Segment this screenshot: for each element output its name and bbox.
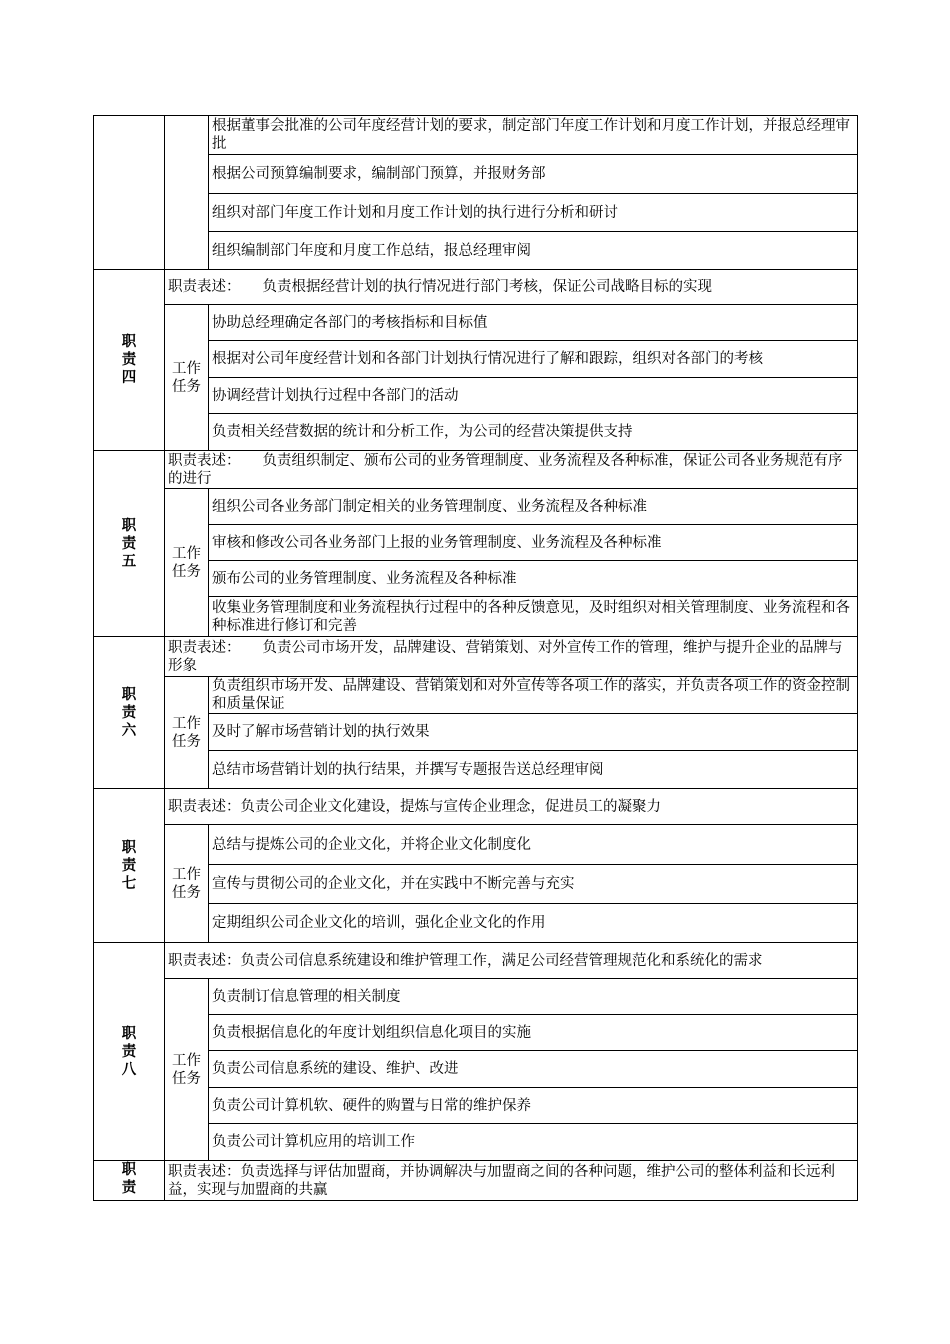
duty-description: 职责表述：负责公司企业文化建设，提炼与宣传企业理念，促进员工的凝聚力: [165, 789, 858, 825]
table-row: [94, 270, 858, 305]
table-row: [94, 489, 858, 525]
table-row: [94, 1161, 858, 1201]
task-item: 宣传与贯彻公司的企业文化，并在实践中不断完善与充实: [209, 865, 858, 904]
duty-label-6: 职 责 六: [94, 637, 165, 789]
table-row: [94, 525, 858, 561]
table-row: [94, 451, 858, 489]
table-row: [94, 305, 858, 341]
table-row: [94, 865, 858, 904]
table-row: [94, 378, 858, 414]
duty-label-4: 职 责 四: [94, 270, 165, 451]
table-row: [94, 677, 858, 714]
task-item: 负责相关经营数据的统计和分析工作，为公司的经营决策提供支持: [209, 414, 858, 451]
task-item: 根据对公司年度经营计划和各部门计划执行情况进行了解和跟踪，组织对各部门的考核: [209, 341, 858, 378]
task-item: 颁布公司的业务管理制度、业务流程及各种标准: [209, 561, 858, 597]
table-row: [94, 414, 858, 451]
duty-description: 职责表述： 负责根据经营计划的执行情况进行部门考核，保证公司战略目标的实现: [165, 270, 858, 305]
table-row: [94, 1051, 858, 1088]
table-row: [94, 979, 858, 1015]
task-item: 审核和修改公司各业务部门上报的业务管理制度、业务流程及各种标准: [209, 525, 858, 561]
work-task-label: 工作 任务: [165, 825, 209, 943]
task-item: 负责根据信息化的年度计划组织信息化项目的实施: [209, 1015, 858, 1051]
table-row: [94, 943, 858, 979]
task-item: 组织编制部门年度和月度工作总结，报总经理审阅: [209, 232, 858, 270]
duty-description: 职责表述： 负责公司市场开发，品牌建设、营销策划、对外宣传工作的管理，维护与提升企业的品牌与形象: [165, 637, 858, 677]
table-row: [94, 825, 858, 865]
work-cell-continued: [165, 116, 209, 270]
task-item: 定期组织公司企业文化的培训，强化企业文化的作用: [209, 904, 858, 943]
duty-cell-continued: [94, 116, 165, 270]
table-row: [94, 714, 858, 751]
task-item: 负责制订信息管理的相关制度: [209, 979, 858, 1015]
table-row: [94, 789, 858, 825]
task-item: 负责公司信息系统的建设、维护、改进: [209, 1051, 858, 1088]
duty-label-9: 职 责: [94, 1161, 165, 1201]
table-row: [94, 116, 858, 155]
task-item: 协助总经理确定各部门的考核指标和目标值: [209, 305, 858, 341]
task-item: 负责公司计算机软、硬件的购置与日常的维护保养: [209, 1088, 858, 1124]
work-task-label: 工作 任务: [165, 677, 209, 789]
task-item: 组织公司各业务部门制定相关的业务管理制度、业务流程及各种标准: [209, 489, 858, 525]
table-row: [94, 1124, 858, 1161]
task-item: 总结与提炼公司的企业文化，并将企业文化制度化: [209, 825, 858, 865]
duty-label-5: 职 责 五: [94, 451, 165, 637]
table-row: [94, 155, 858, 194]
duty-description: 职责表述：负责选择与评估加盟商，并协调解决与加盟商之间的各种问题，维护公司的整体利益和长远利益，实现与加盟商的共赢: [165, 1161, 858, 1201]
work-task-label: 工作 任务: [165, 305, 209, 451]
duty-label-8: 职 责 八: [94, 943, 165, 1161]
task-item: 负责公司计算机应用的培训工作: [209, 1124, 858, 1161]
table-row: [94, 751, 858, 789]
task-item: 收集业务管理制度和业务流程执行过程中的各种反馈意见，及时组织对相关管理制度、业务流程和各种标准进行修订和完善: [209, 597, 858, 637]
task-item: 负责组织市场开发、品牌建设、营销策划和对外宣传等各项工作的落实，并负责各项工作的资金控制和质量保证: [209, 677, 858, 714]
table-row: [94, 341, 858, 378]
duty-description: 职责表述：负责公司信息系统建设和维护管理工作，满足公司经营管理规范化和系统化的需求: [165, 943, 858, 979]
work-task-label: 工作 任务: [165, 489, 209, 637]
duty-table: [93, 115, 858, 1201]
task-item: 根据董事会批准的公司年度经营计划的要求，制定部门年度工作计划和月度工作计划，并报总经理审批: [209, 116, 858, 155]
table-row: [94, 597, 858, 637]
task-item: 及时了解市场营销计划的执行效果: [209, 714, 858, 751]
table-row: [94, 637, 858, 677]
duty-description: 职责表述： 负责组织制定、颁布公司的业务管理制度、业务流程及各种标准，保证公司各业务规范有序的进行: [165, 451, 858, 489]
duty-label-7: 职 责 七: [94, 789, 165, 943]
table-row: [94, 904, 858, 943]
task-item: 总结市场营销计划的执行结果，并撰写专题报告送总经理审阅: [209, 751, 858, 789]
table-row: [94, 1015, 858, 1051]
task-item: 根据公司预算编制要求，编制部门预算，并报财务部: [209, 155, 858, 194]
table-row: [94, 194, 858, 232]
work-task-label: 工作 任务: [165, 979, 209, 1161]
table-row: [94, 1088, 858, 1124]
table-row: [94, 561, 858, 597]
task-item: 协调经营计划执行过程中各部门的活动: [209, 378, 858, 414]
task-item: 组织对部门年度工作计划和月度工作计划的执行进行分析和研讨: [209, 194, 858, 232]
table-row: [94, 232, 858, 270]
